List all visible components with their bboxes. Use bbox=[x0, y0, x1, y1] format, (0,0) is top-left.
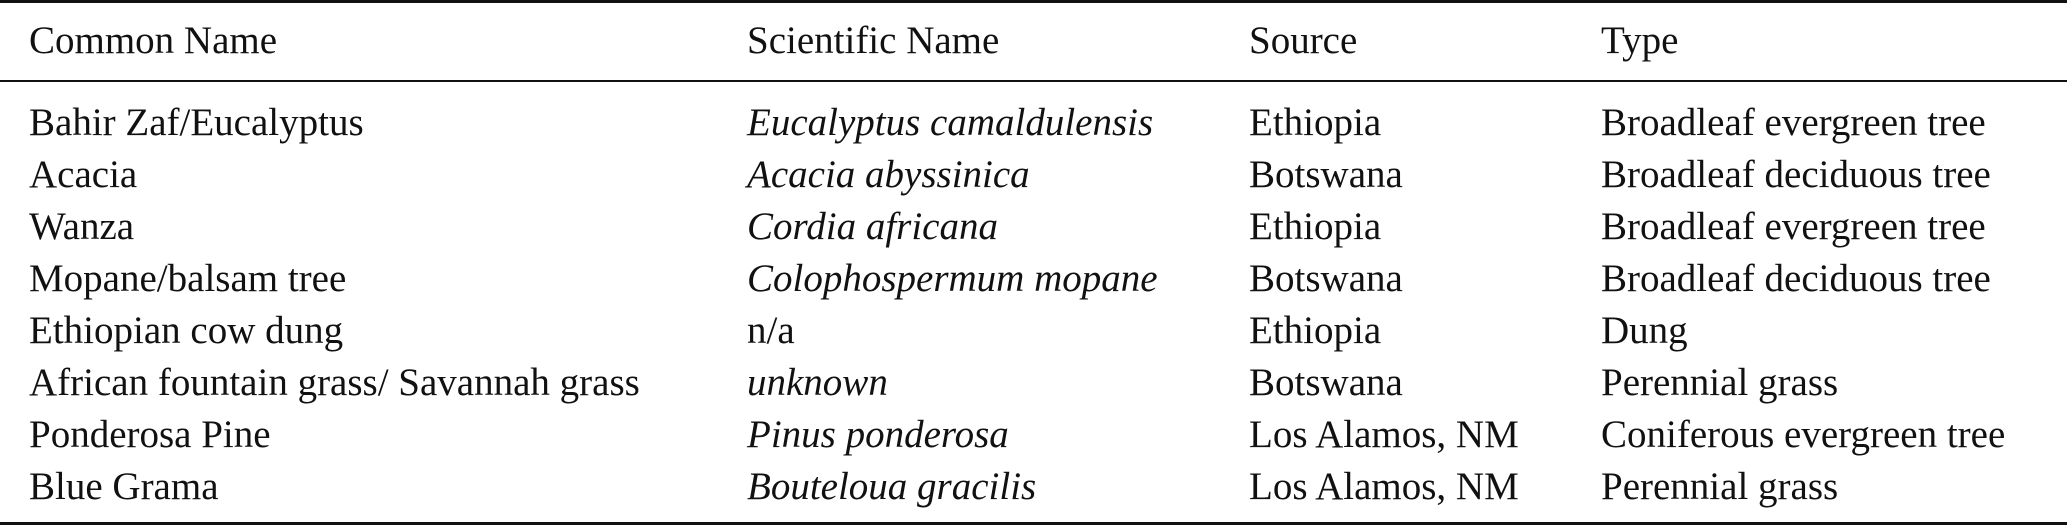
header-common-name: Common Name bbox=[29, 18, 278, 62]
table-row bbox=[0, 200, 2067, 252]
cell-type: Broadleaf deciduous tree bbox=[1601, 256, 1991, 300]
cell-type: Broadleaf evergreen tree bbox=[1601, 100, 1986, 144]
cell-scientific-name: n/a bbox=[747, 308, 795, 352]
cell-scientific-name: unknown bbox=[747, 360, 888, 404]
table-row bbox=[0, 80, 2067, 148]
cell-source: Ethiopia bbox=[1249, 308, 1382, 352]
cell-common-name: Bahir Zaf/Eucalyptus bbox=[29, 100, 364, 144]
cell-type: Broadleaf deciduous tree bbox=[1601, 152, 1991, 196]
cell-type: Coniferous evergreen tree bbox=[1601, 412, 2006, 456]
cell-source: Ethiopia bbox=[1249, 100, 1382, 144]
cell-source: Los Alamos, NM bbox=[1249, 412, 1519, 456]
cell-common-name: Wanza bbox=[29, 204, 135, 248]
cell-type: Broadleaf evergreen tree bbox=[1601, 204, 1986, 248]
table-row bbox=[0, 356, 2067, 408]
cell-scientific-name: Pinus ponderosa bbox=[747, 412, 1009, 456]
cell-common-name: Acacia bbox=[29, 152, 138, 196]
cell-source: Botswana bbox=[1249, 360, 1403, 404]
cell-scientific-name: Cordia africana bbox=[747, 204, 998, 248]
cell-source: Botswana bbox=[1249, 152, 1403, 196]
cell-common-name: Blue Grama bbox=[29, 464, 219, 508]
cell-type: Perennial grass bbox=[1601, 464, 1839, 508]
header-type: Type bbox=[1601, 18, 1679, 62]
cell-common-name: Ponderosa Pine bbox=[29, 412, 271, 456]
cell-source: Botswana bbox=[1249, 256, 1403, 300]
table-row bbox=[0, 304, 2067, 356]
table-row bbox=[0, 408, 2067, 460]
cell-scientific-name: Colophospermum mopane bbox=[747, 256, 1158, 300]
cell-common-name: African fountain grass/ Savannah grass bbox=[29, 360, 640, 404]
cell-source: Los Alamos, NM bbox=[1249, 464, 1519, 508]
table-body bbox=[0, 80, 2067, 512]
table-row bbox=[0, 252, 2067, 304]
cell-scientific-name: Acacia abyssinica bbox=[747, 152, 1030, 196]
cell-scientific-name: Bouteloua gracilis bbox=[747, 464, 1037, 508]
cell-type: Perennial grass bbox=[1601, 360, 1839, 404]
table-row bbox=[0, 148, 2067, 200]
cell-type: Dung bbox=[1601, 308, 1688, 352]
cell-common-name: Ethiopian cow dung bbox=[29, 308, 344, 352]
cell-source: Ethiopia bbox=[1249, 204, 1382, 248]
cell-scientific-name: Eucalyptus camaldulensis bbox=[747, 100, 1154, 144]
header-source: Source bbox=[1249, 18, 1358, 62]
header-scientific-name: Scientific Name bbox=[747, 18, 1000, 62]
cell-common-name: Mopane/balsam tree bbox=[29, 256, 347, 300]
table-header bbox=[0, 0, 2067, 80]
header-row bbox=[0, 0, 2067, 80]
table-bottom-rule bbox=[0, 522, 2067, 525]
table-row bbox=[0, 460, 2067, 512]
